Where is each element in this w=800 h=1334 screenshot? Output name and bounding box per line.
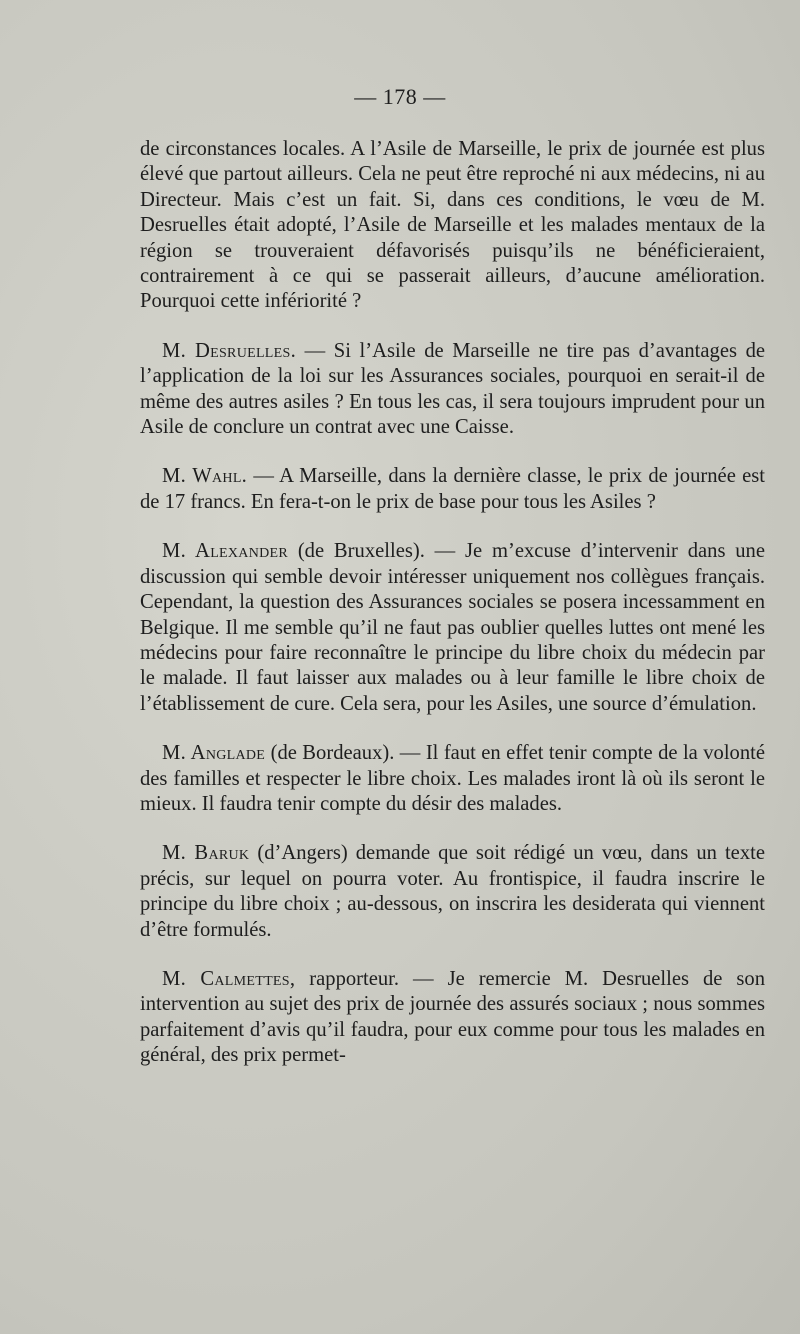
paragraph-anglade	[140, 741, 765, 817]
speaker-name: M. Wahl.	[162, 465, 248, 488]
paragraph-text: de circonstances locales. A l’Asile de Marseille, le prix de journée est plus élevé que partout ailleurs. Cela ne peut être reproché ni aux médecins, ni au Directeur. Mais c’est un fait. Si, dans ces conditions, le vœu de M. Desruelles était adopté, l’Asile de Marseille et les malades mentaux de la région se trouveraient défavorisés puisqu’ils ne bénéficieraient, contrairement à ce qui se passerait ailleurs, d’aucune amélioration. Pourquoi cette infériorité ?	[140, 138, 765, 313]
speaker-name: M. Baruk	[162, 842, 250, 865]
page-number: — 178 —	[354, 84, 446, 109]
paragraph-text: rapporteur. — Je remercie M. Desruelles de son intervention au sujet des prix de journée des assurés sociaux ; nous sommes parfaitement d’avis qu’il faudra, pour eux comme pour tous les malades en général, des prix permet-	[140, 967, 765, 1067]
paragraph-calmettes	[140, 967, 765, 1069]
paragraph-wahl	[140, 464, 765, 515]
paragraph-text: (d’Angers) demande que soit rédigé un vœu, dans un texte précis, sur lequel on pourra voter. Au frontispice, il faudra inscrire le principe du libre choix ; au-dessous, on inscrira les desiderata qui viennent d’être formulés.	[140, 842, 765, 941]
paragraph-desruelles	[140, 339, 765, 441]
paragraph-text: — A Marseille, dans la dernière classe, le prix de journée est de 17 francs. En fera-t-on le prix de base pour tous les Asiles ?	[140, 465, 765, 513]
paragraph-text: (de Bruxelles). — Je m’excuse d’intervenir dans une discussion qui semble devoir intéresser uniquement nos collègues français. Cependant, la question des Assurances sociales se posera incessamment en Belgique. Il me semble qu’il ne faut pas oublier quelles luttes ont mené les médecins pour faire reconnaître le principe du libre choix du médecin par le malade. Il faut laisser aux malades ou à leur famille le libre choix de l’établissement de cure. Cela sera, pour les Asiles, une source d’émulation.	[140, 540, 765, 715]
speaker-name: M. Anglade	[162, 742, 266, 765]
paragraph-baruk	[140, 841, 765, 943]
speaker-name: M. Desruelles.	[162, 339, 297, 362]
paragraph-text: (de Bordeaux). — Il faut en effet tenir compte de la volonté des familles et respecter le libre choix. Les malades iront là où ils seront le mieux. Il faudra tenir compte du désir des malades.	[140, 742, 766, 815]
paragraph-alexander	[140, 539, 765, 717]
speaker-name: M. Alexander	[162, 540, 289, 563]
paragraph-continuation	[140, 137, 765, 315]
body-text	[140, 137, 765, 1069]
paragraph-text: — Si l’Asile de Marseille ne tire pas d’avantages de l’application de la loi sur les Assurances sociales, pourquoi en serait-il de même des autres asiles ? En tous les cas, il sera toujours imprudent pour un Asile de conclure un contrat avec une Caisse.	[140, 339, 765, 439]
speaker-name: M. Calmettes,	[162, 967, 296, 990]
